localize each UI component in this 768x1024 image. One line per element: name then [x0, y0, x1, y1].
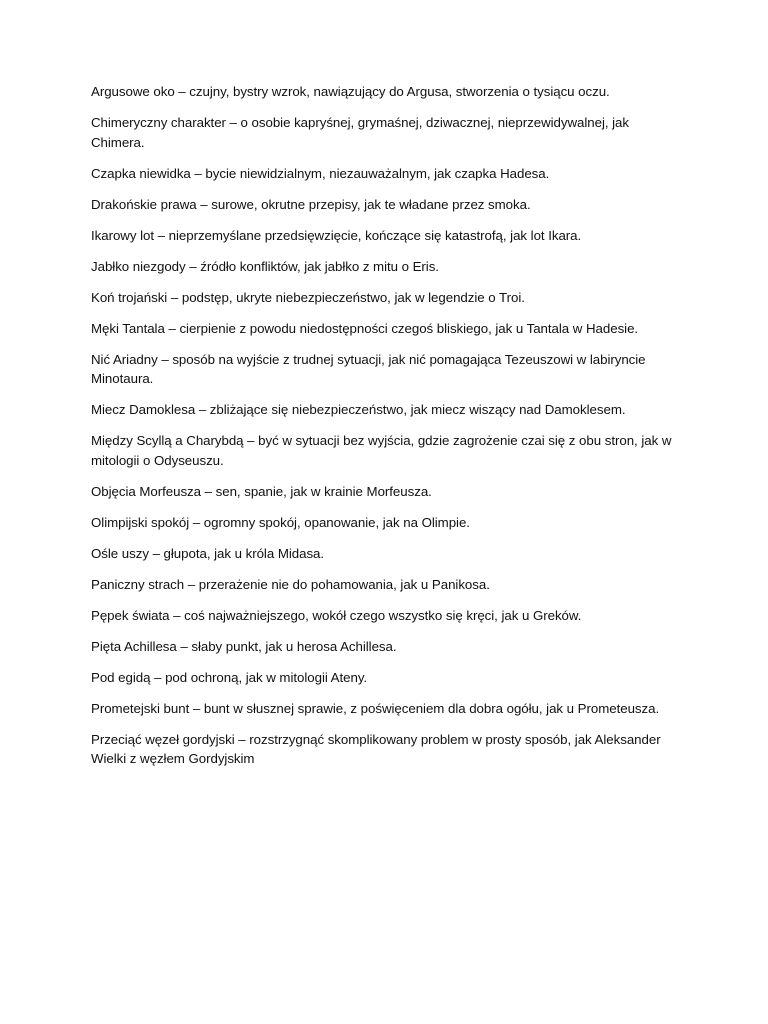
list-item: Między Scyllą a Charybdą – być w sytuacji bez wyjścia, gdzie zagrożenie czai się z obu stron, jak w mitologii o Odyseuszu. [91, 433, 672, 468]
list-item: Prometejski bunt – bunt w słusznej sprawie, z poświęceniem dla dobra ogółu, jak u Prometeusza. [91, 700, 660, 716]
list-item: Argusowe oko – czujny, bystry wzrok, nawiązujący do Argusa, stworzenia o tysiącu oczu. [91, 84, 610, 99]
list-item: Pod egidą – pod ochroną, jak w mitologii Ateny. [91, 669, 368, 685]
list-item: Drakońskie prawa – surowe, okrutne przepisy, jak te władane przez smoka. [91, 196, 531, 212]
list-item: Pępek świata – coś najważniejszego, wokół czego wszystko się kręci, jak u Greków. [91, 607, 582, 623]
list-item: Paniczny strach – przerażenie nie do pohamowania, jak u Panikosa. [91, 576, 490, 592]
list-item: Miecz Damoklesa – zbliżające się niebezpieczeństwo, jak miecz wiszący nad Damoklesem. [91, 402, 626, 417]
list-item: Przeciąć węzeł gordyjski – rozstrzygnąć skomplikowany problem w prosty sposób, jak Aleksander Wielki z węzłem Gordyjskim [91, 731, 661, 766]
list-item: Ośle uszy – głupota, jak u króla Midasa. [91, 545, 325, 561]
list-item: Koń trojański – podstęp, ukryte niebezpieczeństwo, jak w legendzie o Troi. [91, 289, 525, 305]
list-item: Objęcia Morfeusza – sen, spanie, jak w krainie Morfeusza. [91, 483, 432, 499]
list-item: Nić Ariadny – sposób na wyjście z trudnej sytuacji, jak nić pomagająca Tezeuszowi w labiryncie Minotaura. [91, 351, 646, 386]
list-item: Ikarowy lot – nieprzemyślane przedsięwzięcie, kończące się katastrofą, jak lot Ikara. [91, 227, 582, 243]
list-item: Olimpijski spokój – ogromny spokój, opanowanie, jak na Olimpie. [91, 514, 470, 530]
list-item: Chimeryczny charakter – o osobie kapryśnej, grymaśnej, dziwacznej, nieprzewidywalnej, jak Chimera. [91, 115, 630, 150]
list-item: Męki Tantala – cierpienie z powodu niedostępności czegoś bliskiego, jak u Tantala w Hadesie. [91, 320, 639, 336]
phrase-list [91, 82, 681, 780]
list-item: Jabłko niezgody – źródło konfliktów, jak jabłko z mitu o Eris. [91, 258, 439, 274]
list-item: Pięta Achillesa – słaby punkt, jak u herosa Achillesa. [91, 638, 397, 654]
list-item: Czapka niewidka – bycie niewidzialnym, niezauważalnym, jak czapka Hadesa. [91, 165, 550, 181]
